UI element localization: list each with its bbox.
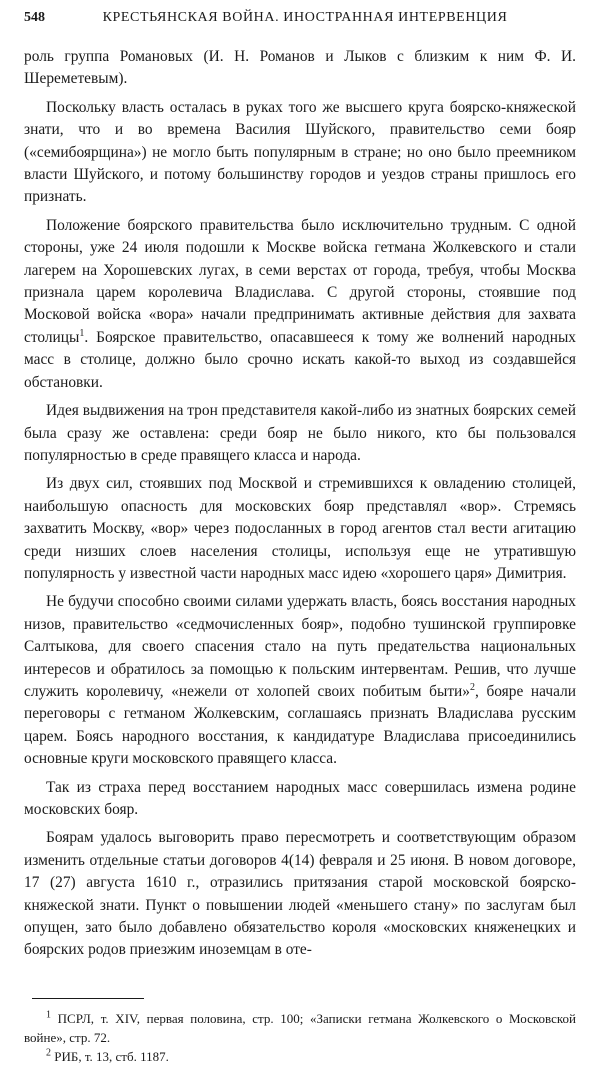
footnote-ref: 1: [79, 327, 85, 339]
paragraph-text: Положение боярского правительства было исключительно трудным. С одной стороны, уже 24 июля подошли к Москве войска гетмана Жолкевского и стали лагерем на Хорошевских лугах, в семи верстах от города, требуя, чтобы Москва признала царем королевича Владислава. С другой стороны, стоявшие под Московой войска «вора» начали предпринимать активные действия для захвата столицы: [24, 216, 576, 346]
footnotes: [24, 1009, 576, 1066]
paragraph-text: , бояре начали переговоры с гетманом Жолкевским, соглашаясь признать Владислава русским царем. Боясь народного восстания, к кандидатуре Владислава присоединились основные круги московского правящего класса.: [24, 682, 576, 768]
paragraph-text: Не будучи способно своими силами удержать власть, боясь восстания народных низов, правительство «седмочисленных бояр», подобно тушинской группировке Салтыкова, для своего спасения стало на путь предательства национальных интересов и обратилось за помощью к польским интервентам. Решив, что лучше служить королевичу, «нежели от холопей своих побитым быти»: [24, 593, 576, 700]
document-page: [24, 10, 576, 1066]
footnote-marker: 2: [46, 1047, 51, 1059]
footnote: [24, 1009, 576, 1047]
paragraph: Идея выдвижения на трон представителя какой-либо из знатных боярских семей была сразу же оставлена: среди бояр не было никого, кто бы пользовался популярностью в среде правящего класса и народа.: [24, 402, 576, 464]
paragraph-text: . Боярское правительство, опасавшееся к тому же волнений народных масс в столице, должно было срочно искать какой-то выход из создавшейся обстановки.: [24, 328, 576, 391]
page-header: [24, 10, 576, 32]
page-number: 548: [24, 10, 45, 25]
body-text: [24, 46, 576, 962]
footnote-text: РИБ, т. 13, стб. 1187.: [51, 1048, 169, 1064]
running-title: КРЕСТЬЯНСКАЯ ВОЙНА. ИНОСТРАННАЯ ИНТЕРВЕНЦИЯ: [102, 10, 508, 25]
paragraph: [24, 215, 576, 394]
paragraph: Поскольку власть осталась в руках того же высшего круга боярско-княжеской знати, что и во времена Василия Шуйского, правительство семи бояр («семибоярщина») не могло быть популярным в стране; но оно было преемником власти Шуйского, и потому большинству городов и уездов страны пришлось его признать.: [24, 98, 576, 206]
footnote-ref: 2: [469, 681, 475, 693]
paragraph: роль группа Романовых (И. Н. Романов и Лыков с близким к ним Ф. И. Шереметевым).: [24, 48, 576, 88]
paragraph: Боярам удалось выговорить право пересмотреть и соответствующим образом изменить отдельные статьи договоров 4(14) февраля и 25 июня. В новом договоре, 17 (27) августа 1610 г., отразились притязания старой московской боярско-княжеской знати. Пункт о повышении людей «меньшего стану» по заслугам был опущен, зато было добавлено обязательство короля «московских княженецких и боярских родов приезжим иноземцам в оте-: [24, 829, 576, 959]
paragraph: Из двух сил, стоявших под Москвой и стремившихся к овладению столицей, наибольшую опасность для московских бояр представлял «вор». Стремясь захватить Москву, «вор» через подосланных в город агентов стал вести агитацию среди низших слоев населения столицы, используя еще не утратившую популярность у известной части народных масс идею «хорошего царя» Димитрия.: [24, 475, 576, 582]
footnote: [24, 1047, 576, 1066]
paragraph: [24, 591, 576, 770]
footnote-divider: [32, 998, 144, 999]
footnote-marker: 1: [46, 1009, 51, 1021]
footnote-text: ПСРЛ, т. XIV, первая половина, стр. 100; «Записки гетмана Жолкевского о Московской войне», стр. 72.: [24, 1010, 576, 1045]
paragraph: Так из страха перед восстанием народных масс совершилась измена родине московских бояр.: [24, 778, 576, 818]
